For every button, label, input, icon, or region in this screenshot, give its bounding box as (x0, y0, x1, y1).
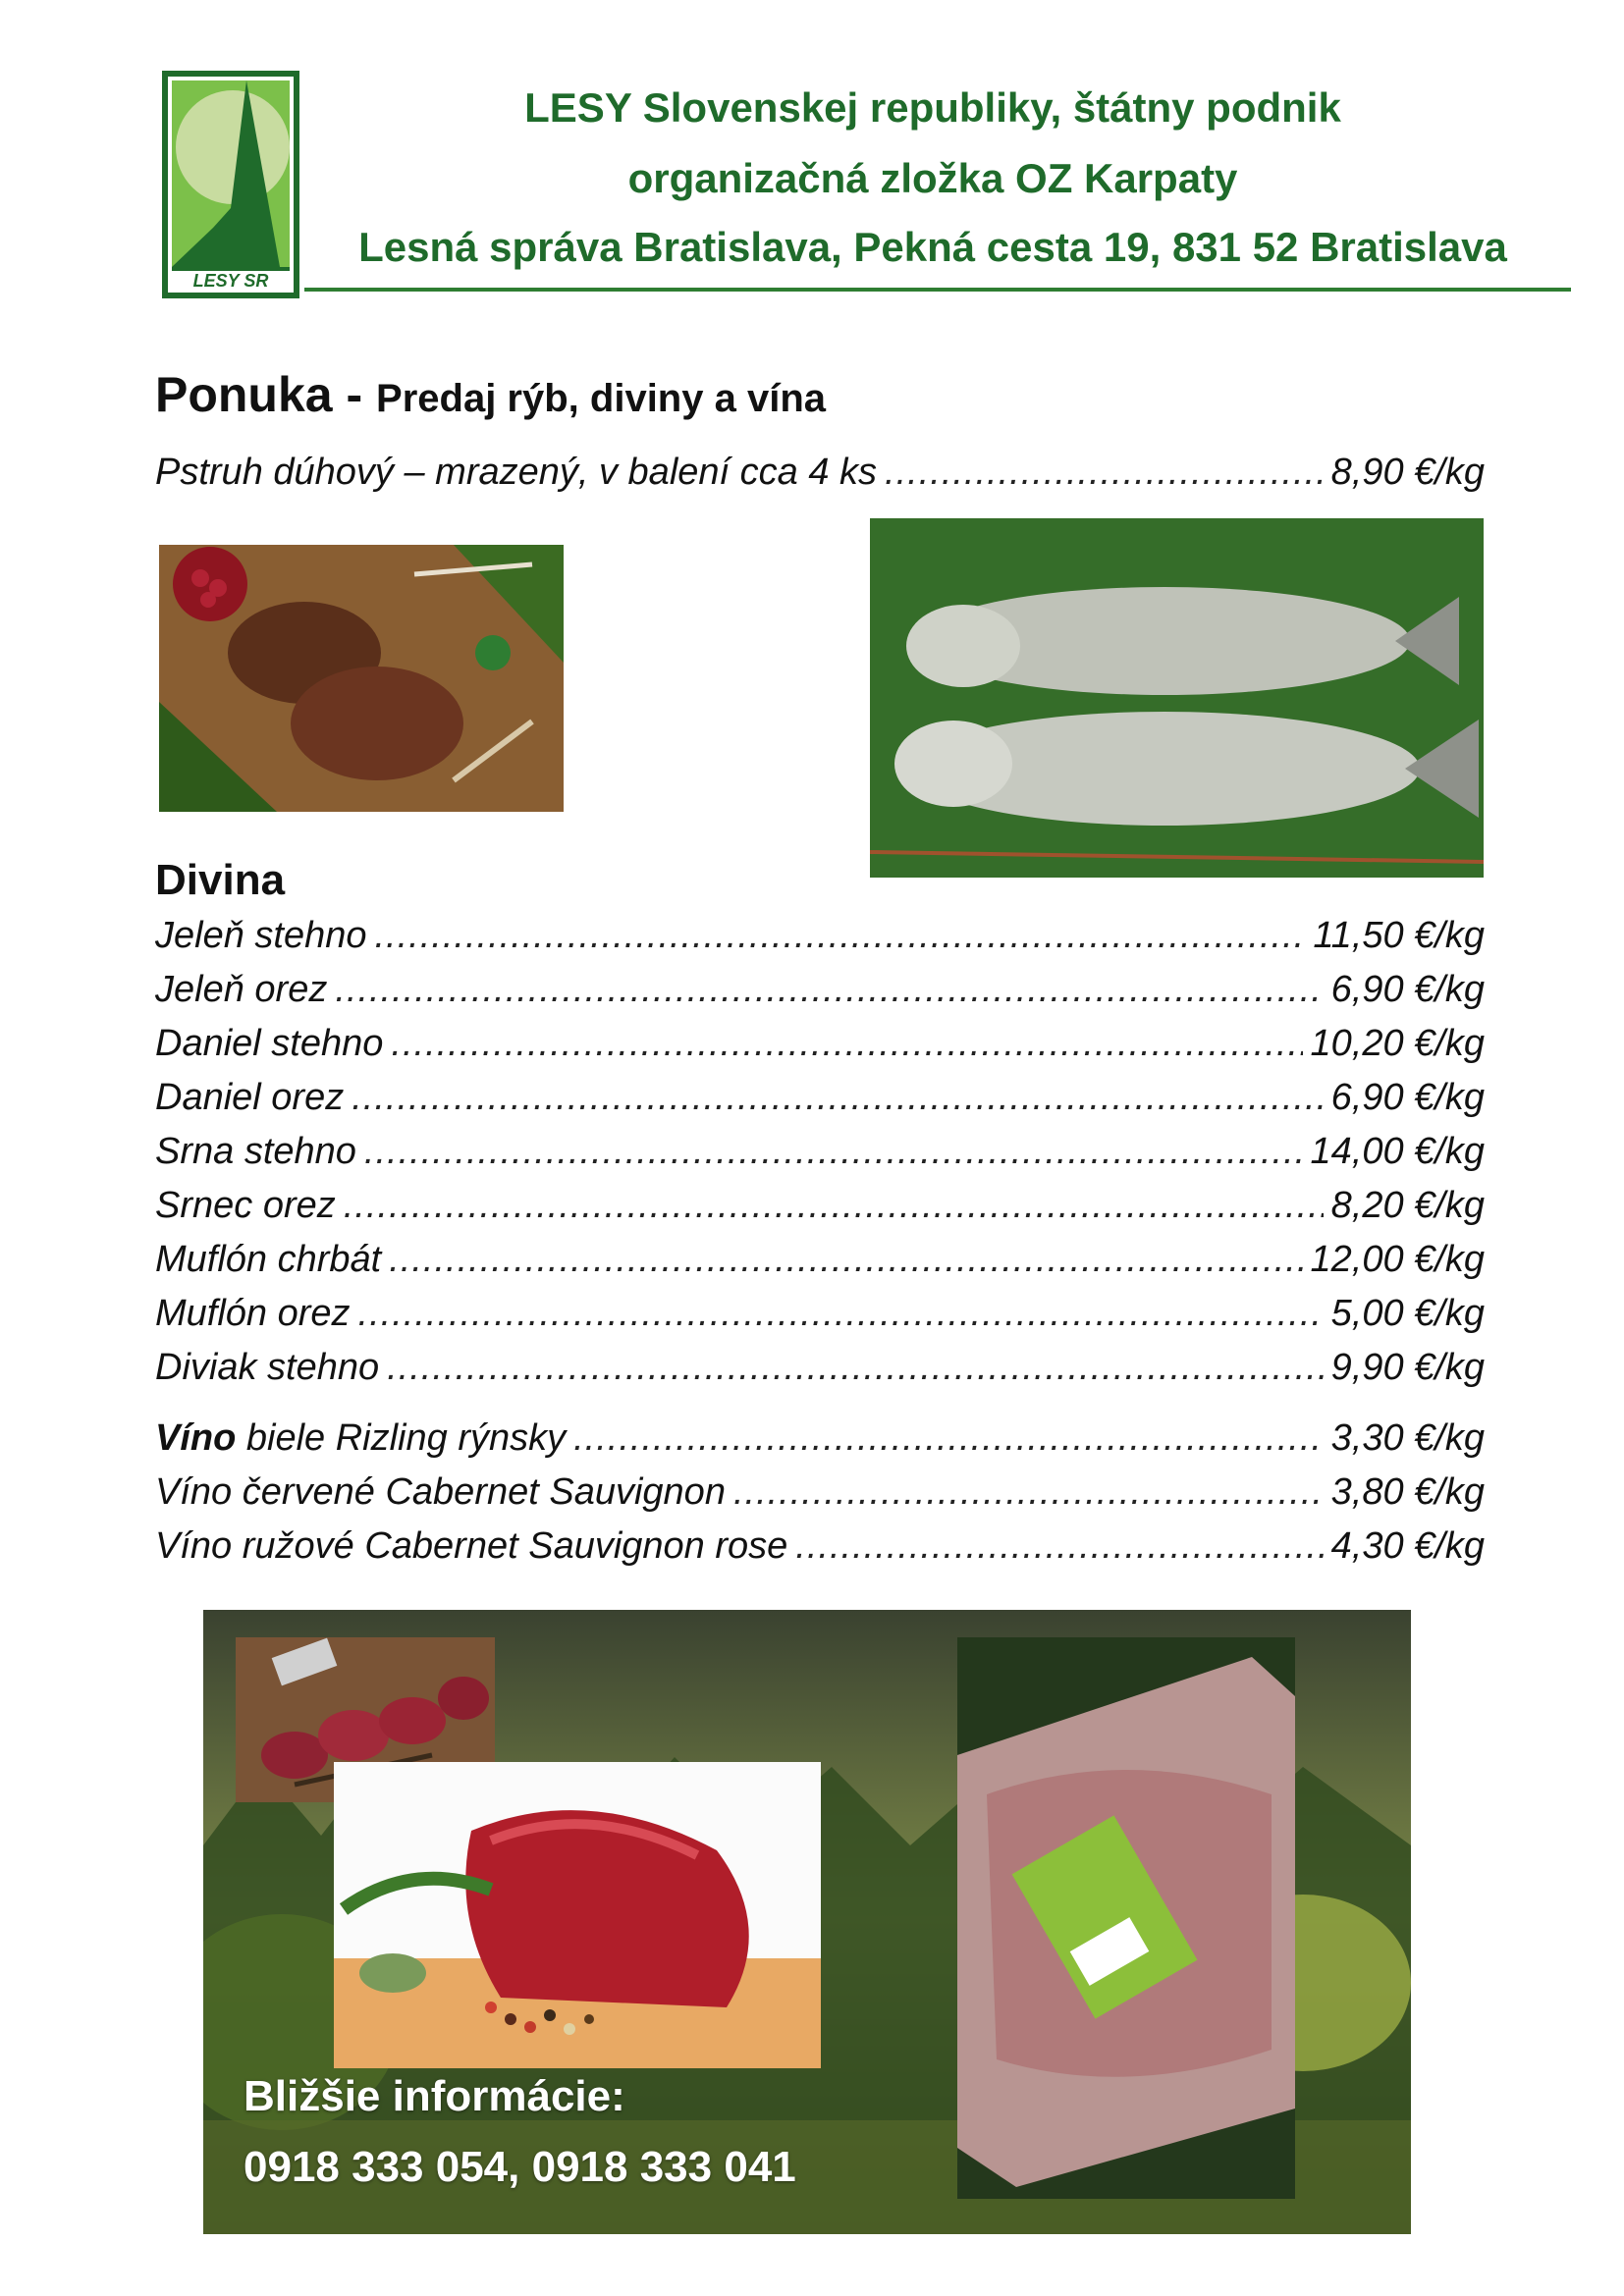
price-row-divina (155, 1341, 1485, 1394)
item-price: 9,90 €/kg (1330, 1347, 1485, 1388)
item-name: Srnec orez (155, 1185, 336, 1226)
contact-phones: 0918 333 054, 0918 333 041 (244, 2143, 796, 2191)
packaged-venison-photo (957, 1637, 1295, 2199)
price-row-divina (155, 909, 1485, 962)
leader-dots (335, 963, 1323, 1016)
leader-dots (733, 1466, 1324, 1519)
offer-title-main: Ponuka - (155, 367, 377, 422)
header-line-1: LESY Slovenskej republiky, štátny podnik (524, 84, 1341, 131)
leader-dots (573, 1412, 1324, 1465)
lesy-sr-logo (162, 71, 299, 298)
item-price: 8,20 €/kg (1330, 1185, 1485, 1226)
venison-roast-photo (334, 1762, 821, 2068)
leader-dots (344, 1179, 1324, 1232)
item-name: Jeleň orez (155, 969, 328, 1010)
item-name (155, 1466, 726, 1519)
divina-heading: Divina (155, 856, 286, 904)
price-row-fish (155, 446, 1485, 499)
price-row-divina (155, 1125, 1485, 1178)
header-line-2: organizačná zložka OZ Karpaty (627, 155, 1238, 201)
item-price: 3,80 €/kg (1330, 1471, 1485, 1513)
venison-photo (159, 545, 564, 812)
item-name (155, 1520, 787, 1573)
offer-title (155, 365, 826, 428)
price-row-divina (155, 1017, 1485, 1070)
logo-text: LESY SR (192, 271, 269, 291)
item-price: 14,00 €/kg (1310, 1131, 1485, 1172)
item-name: Daniel stehno (155, 1023, 384, 1064)
item-name: Jeleň stehno (155, 915, 367, 956)
item-price: 8,90 €/kg (1330, 452, 1485, 493)
item-price: 12,00 €/kg (1310, 1239, 1485, 1280)
item-name: Srna stehno (155, 1131, 356, 1172)
price-row-wine (155, 1466, 1485, 1519)
leader-dots (364, 1125, 1303, 1178)
item-name: Diviak stehno (155, 1347, 380, 1388)
price-row-divina (155, 1233, 1485, 1286)
item-name (155, 1412, 566, 1465)
item-price: 6,90 €/kg (1330, 969, 1485, 1010)
leader-dots (885, 446, 1324, 499)
item-name: Muflón orez (155, 1293, 351, 1334)
item-name: Daniel orez (155, 1077, 345, 1118)
leader-dots (352, 1071, 1323, 1124)
item-price: 10,20 €/kg (1310, 1023, 1485, 1064)
price-row-wine (155, 1412, 1485, 1465)
item-name: Muflón chrbát (155, 1239, 382, 1280)
price-row-divina (155, 1287, 1485, 1340)
leader-dots (795, 1520, 1323, 1573)
item-name-rest: biele Rizling rýnsky (236, 1417, 567, 1459)
price-row-divina (155, 963, 1485, 1016)
item-price: 3,30 €/kg (1330, 1417, 1485, 1459)
leader-dots (375, 909, 1306, 962)
contact-label: Bližšie informácie: (244, 2072, 625, 2120)
header-line-3: Lesná správa Bratislava, Pekná cesta 19, 831 52 Bratislava (358, 224, 1507, 270)
header-divider (304, 288, 1571, 292)
price-row-divina (155, 1179, 1485, 1232)
leader-dots (387, 1341, 1324, 1394)
leader-dots (391, 1017, 1302, 1070)
item-name-rest: Víno ružové Cabernet Sauvignon rose (155, 1525, 788, 1567)
leader-dots (358, 1287, 1324, 1340)
item-price: 11,50 €/kg (1313, 915, 1485, 956)
price-row-divina (155, 1071, 1485, 1124)
leader-dots (389, 1233, 1302, 1286)
trout-photo (870, 518, 1484, 878)
price-row-wine (155, 1520, 1485, 1573)
item-name: Pstruh dúhový – mrazený, v balení cca 4 ks (155, 452, 878, 493)
item-name-bold: Víno (155, 1417, 237, 1459)
item-name-rest: Víno červené Cabernet Sauvignon (155, 1471, 726, 1513)
offer-subtitle: Predaj rýb, diviny a vína (376, 377, 826, 420)
item-price: 6,90 €/kg (1330, 1077, 1485, 1118)
item-price: 5,00 €/kg (1330, 1293, 1485, 1334)
item-price: 4,30 €/kg (1330, 1525, 1485, 1567)
